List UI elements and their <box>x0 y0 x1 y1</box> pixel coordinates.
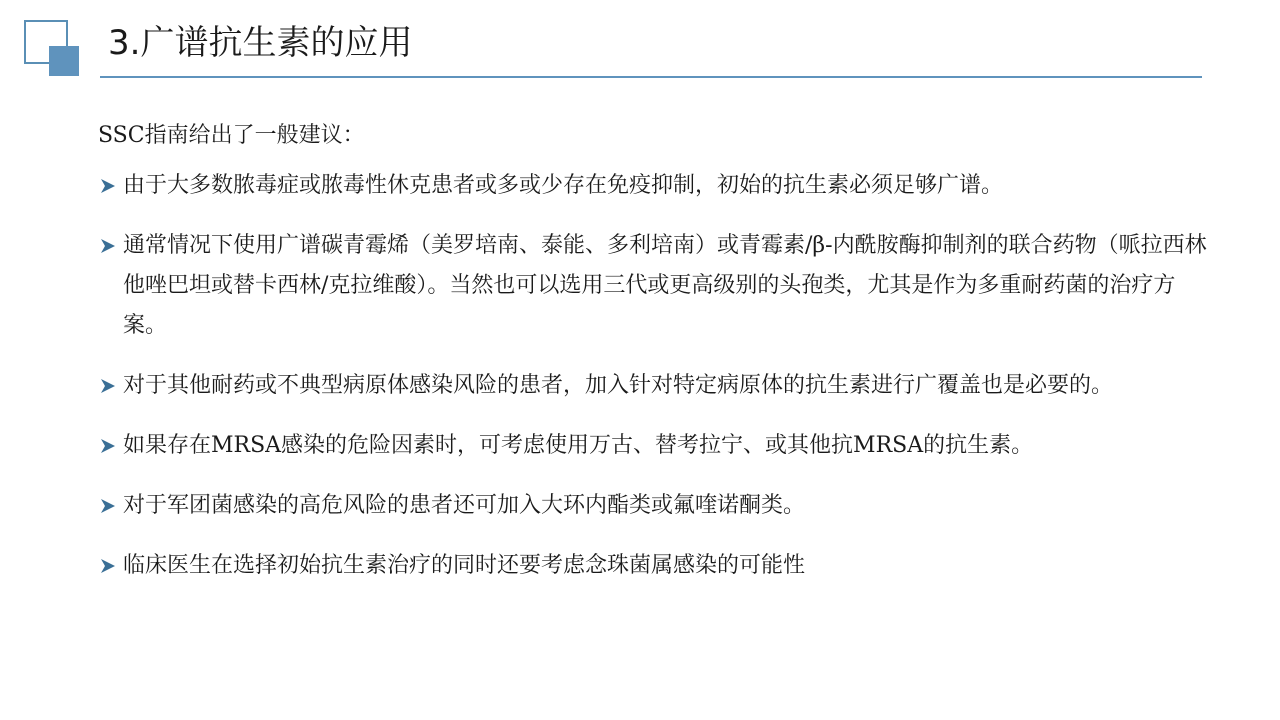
bullet-text: 临床医生在选择初始抗生素治疗的同时还要考虑念珠菌属感染的可能性 <box>123 553 806 578</box>
arrow-bullet-icon <box>100 438 116 454</box>
bullet-text: 对于其他耐药或不典型病原体感染风险的患者，加入针对特定病原体的抗生素进行广覆盖也是必要的。 <box>123 373 1114 398</box>
arrow-bullet-icon <box>100 238 116 254</box>
title-divider <box>100 76 1202 78</box>
bullet-item <box>98 166 1208 206</box>
bullet-text: 如果存在MRSA感染的危险因素时，可考虑使用万古、替考拉宁、或其他抗MRSA的抗生素。 <box>123 433 1034 458</box>
arrow-bullet-icon <box>100 498 116 514</box>
arrow-bullet-icon <box>100 558 116 574</box>
logo-squares-icon <box>24 20 84 80</box>
bullet-text: 对于军团菌感染的高危风险的患者还可加入大环内酯类或氟喹诺酮类。 <box>123 493 806 518</box>
bullet-item <box>98 486 1208 526</box>
bullet-text: 由于大多数脓毒症或脓毒性休克患者或多或少存在免疫抑制，初始的抗生素必须足够广谱。 <box>123 173 1004 198</box>
slide-title: 3.广谱抗生素的应用 <box>108 23 413 63</box>
bullet-item <box>98 226 1208 346</box>
logo-filled-square <box>49 46 79 76</box>
slide-content <box>98 116 1208 586</box>
intro-text: SSC指南给出了一般建议： <box>98 123 365 148</box>
arrow-bullet-icon <box>100 178 116 194</box>
bullet-text: 通常情况下使用广谱碳青霉烯（美罗培南、泰能、多利培南）或青霉素/β-内酰胺酶抑制剂的联合药物（哌拉西林他唑巴坦或替卡西林/克拉维酸）。当然也可以选用三代或更高级别的头孢类，尤其是作为多重耐药菌的治疗方案。 <box>123 233 1207 338</box>
bullet-item <box>98 426 1208 466</box>
arrow-bullet-icon <box>100 378 116 394</box>
bullet-item <box>98 546 1208 586</box>
bullet-item <box>98 366 1208 406</box>
